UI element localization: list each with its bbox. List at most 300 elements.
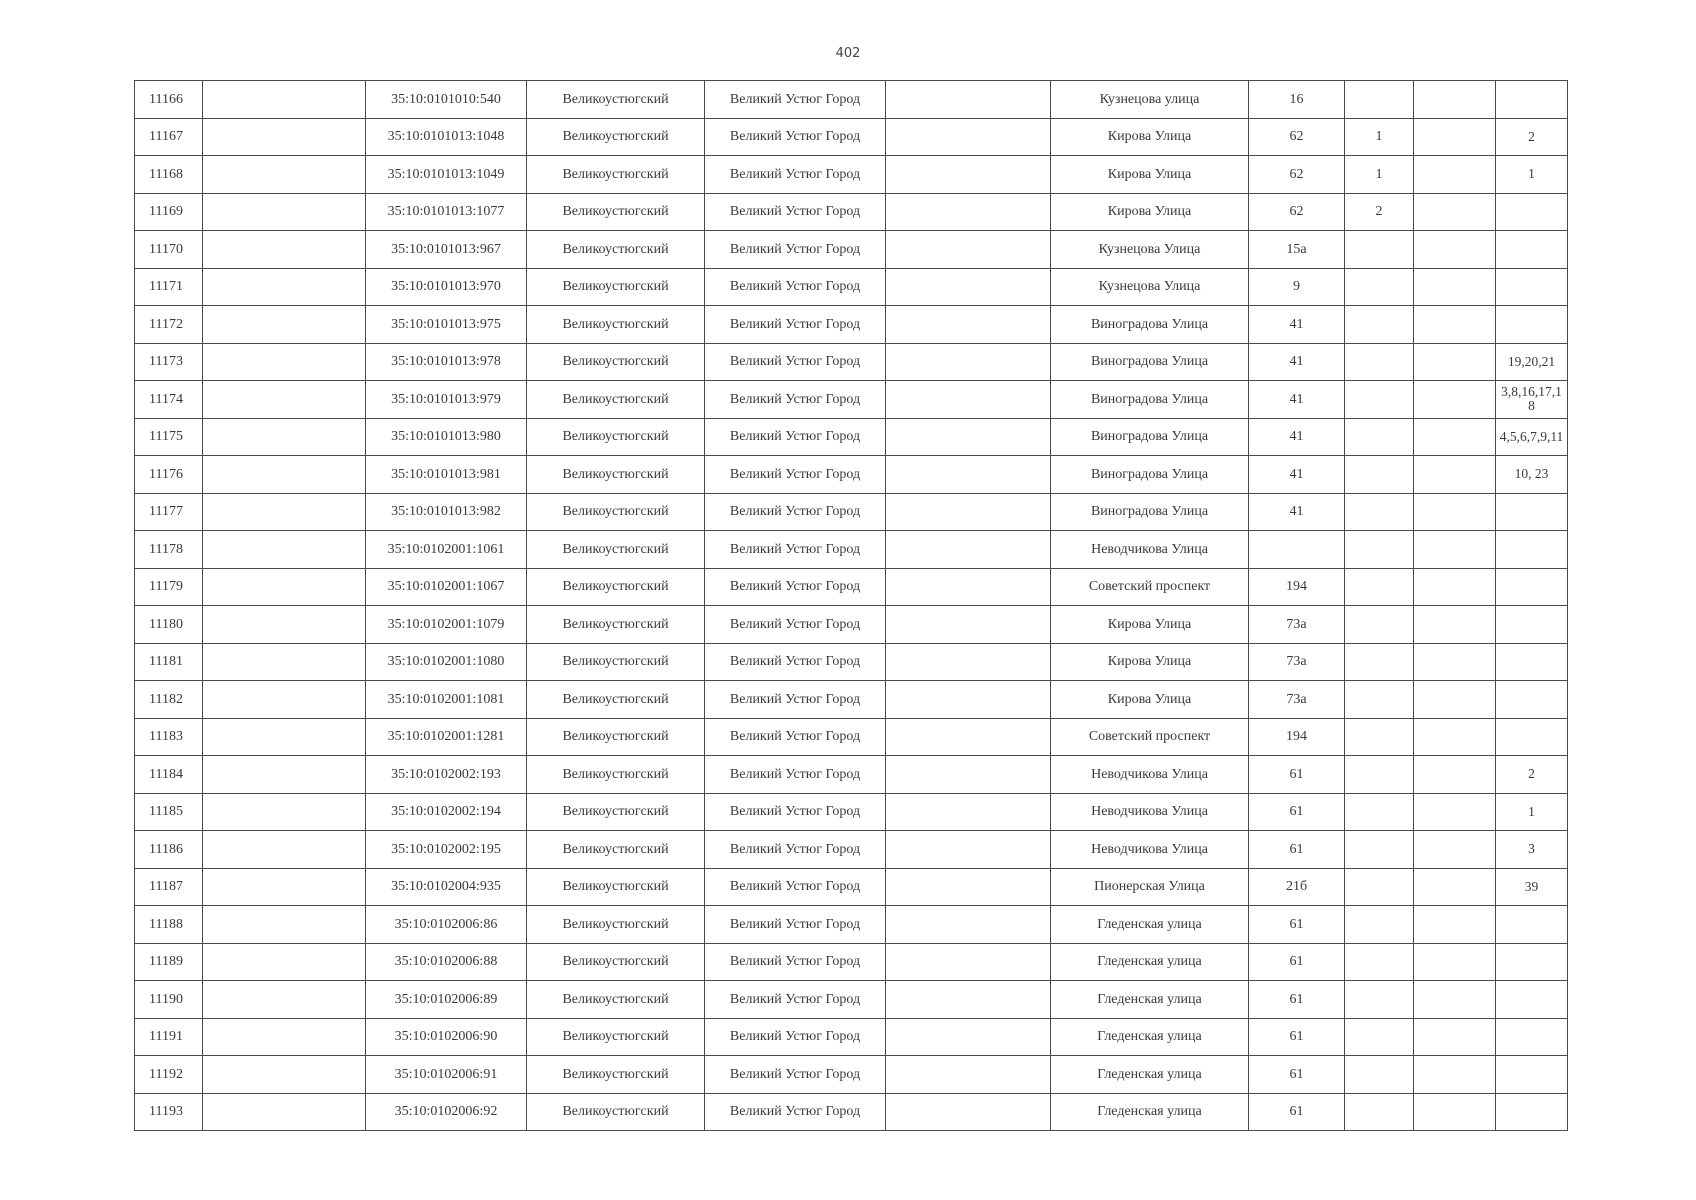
cell-street: Гледенская улица <box>1051 943 1249 981</box>
cell-building <box>1345 868 1414 906</box>
cell-row-number: 11191 <box>135 1018 203 1056</box>
cell-cadastral-number: 35:10:0102001:1281 <box>366 718 527 756</box>
cell-extra <box>203 306 366 344</box>
cell-locality: Великий Устюг Город <box>705 606 886 644</box>
cell-house: 9 <box>1249 268 1345 306</box>
cell-building <box>1345 343 1414 381</box>
cell-apartment: 19,20,21 <box>1496 343 1568 381</box>
cell-locality: Великий Устюг Город <box>705 681 886 719</box>
cell-extra <box>203 643 366 681</box>
cell-row-number: 11179 <box>135 568 203 606</box>
cell-blank <box>886 81 1051 119</box>
page-number: 402 <box>835 46 861 61</box>
cell-row-number: 11173 <box>135 343 203 381</box>
cell-house: 41 <box>1249 493 1345 531</box>
table-row <box>135 606 1568 644</box>
cell-row-number: 11167 <box>135 118 203 156</box>
table-row <box>135 793 1568 831</box>
cell-row-number: 11185 <box>135 793 203 831</box>
cell-locality: Великий Устюг Город <box>705 381 886 419</box>
cell-locality: Великий Устюг Город <box>705 306 886 344</box>
cell-blank <box>886 493 1051 531</box>
cell-blank <box>886 1018 1051 1056</box>
cell-locality: Великий Устюг Город <box>705 793 886 831</box>
cell-house: 61 <box>1249 831 1345 869</box>
cell-street: Виноградова Улица <box>1051 456 1249 494</box>
cell-district: Великоустюгский <box>527 643 705 681</box>
cell-cadastral-number: 35:10:0101013:975 <box>366 306 527 344</box>
cell-apartment <box>1496 1093 1568 1131</box>
cell-street: Гледенская улица <box>1051 1056 1249 1094</box>
cell-building <box>1345 81 1414 119</box>
cell-district: Великоустюгский <box>527 1018 705 1056</box>
cell-cadastral-number: 35:10:0101013:982 <box>366 493 527 531</box>
cell-street: Гледенская улица <box>1051 1093 1249 1131</box>
cell-extra <box>203 81 366 119</box>
cell-district: Великоустюгский <box>527 756 705 794</box>
cell-house: 194 <box>1249 718 1345 756</box>
cell-cadastral-number: 35:10:0102006:92 <box>366 1093 527 1131</box>
cell-street: Кирова Улица <box>1051 643 1249 681</box>
cell-building: 2 <box>1345 193 1414 231</box>
cell-building <box>1345 268 1414 306</box>
cell-building <box>1345 418 1414 456</box>
cell-street: Неводчикова Улица <box>1051 531 1249 569</box>
cell-apartment <box>1496 231 1568 269</box>
cell-district: Великоустюгский <box>527 231 705 269</box>
cell-cadastral-number: 35:10:0102001:1080 <box>366 643 527 681</box>
cell-apartment <box>1496 981 1568 1019</box>
cell-corpus <box>1414 1093 1496 1131</box>
table-row <box>135 118 1568 156</box>
cell-locality: Великий Устюг Город <box>705 456 886 494</box>
cell-row-number: 11193 <box>135 1093 203 1131</box>
cell-blank <box>886 268 1051 306</box>
cell-apartment: 39 <box>1496 868 1568 906</box>
cell-apartment <box>1496 606 1568 644</box>
cell-blank <box>886 231 1051 269</box>
table-row <box>135 1018 1568 1056</box>
table-row <box>135 493 1568 531</box>
cell-row-number: 11192 <box>135 1056 203 1094</box>
cell-locality: Великий Устюг Город <box>705 906 886 944</box>
cell-street: Гледенская улица <box>1051 906 1249 944</box>
cell-district: Великоустюгский <box>527 943 705 981</box>
cell-locality: Великий Устюг Город <box>705 118 886 156</box>
cell-blank <box>886 1056 1051 1094</box>
cell-extra <box>203 343 366 381</box>
cell-corpus <box>1414 156 1496 194</box>
cell-apartment <box>1496 493 1568 531</box>
table-row <box>135 1093 1568 1131</box>
cell-row-number: 11178 <box>135 531 203 569</box>
cell-corpus <box>1414 418 1496 456</box>
cell-row-number: 11184 <box>135 756 203 794</box>
table-row <box>135 906 1568 944</box>
cell-building: 1 <box>1345 118 1414 156</box>
cell-row-number: 11177 <box>135 493 203 531</box>
cell-building <box>1345 981 1414 1019</box>
cell-locality: Великий Устюг Город <box>705 1018 886 1056</box>
cell-row-number: 11189 <box>135 943 203 981</box>
cell-corpus <box>1414 906 1496 944</box>
cell-blank <box>886 943 1051 981</box>
cell-row-number: 11190 <box>135 981 203 1019</box>
cell-building <box>1345 1056 1414 1094</box>
cell-building <box>1345 831 1414 869</box>
registry-body <box>135 81 1568 1131</box>
table-row <box>135 568 1568 606</box>
table-row <box>135 868 1568 906</box>
cell-house: 61 <box>1249 943 1345 981</box>
cell-street: Гледенская улица <box>1051 981 1249 1019</box>
cell-district: Великоустюгский <box>527 418 705 456</box>
cell-locality: Великий Устюг Город <box>705 831 886 869</box>
cell-blank <box>886 1093 1051 1131</box>
cell-corpus <box>1414 643 1496 681</box>
cell-blank <box>886 981 1051 1019</box>
cell-street: Кирова Улица <box>1051 156 1249 194</box>
cell-blank <box>886 418 1051 456</box>
cell-house: 41 <box>1249 456 1345 494</box>
cell-extra <box>203 793 366 831</box>
cell-extra <box>203 193 366 231</box>
cell-blank <box>886 868 1051 906</box>
cell-locality: Великий Устюг Город <box>705 1056 886 1094</box>
cell-street: Виноградова Улица <box>1051 493 1249 531</box>
cell-apartment <box>1496 306 1568 344</box>
cell-district: Великоустюгский <box>527 1093 705 1131</box>
cell-house: 194 <box>1249 568 1345 606</box>
cell-house: 61 <box>1249 906 1345 944</box>
cell-blank <box>886 681 1051 719</box>
cell-house <box>1249 531 1345 569</box>
cell-house: 73а <box>1249 643 1345 681</box>
cell-cadastral-number: 35:10:0102006:86 <box>366 906 527 944</box>
table-row <box>135 943 1568 981</box>
cell-street: Кузнецова Улица <box>1051 231 1249 269</box>
table-row <box>135 268 1568 306</box>
cell-street: Кузнецова Улица <box>1051 268 1249 306</box>
cell-cadastral-number: 35:10:0102001:1081 <box>366 681 527 719</box>
cell-street: Кирова Улица <box>1051 606 1249 644</box>
cell-locality: Великий Устюг Город <box>705 756 886 794</box>
table-row <box>135 756 1568 794</box>
cell-corpus <box>1414 381 1496 419</box>
table-row <box>135 156 1568 194</box>
cell-corpus <box>1414 268 1496 306</box>
cell-corpus <box>1414 718 1496 756</box>
cell-row-number: 11174 <box>135 381 203 419</box>
cell-district: Великоустюгский <box>527 156 705 194</box>
cell-row-number: 11181 <box>135 643 203 681</box>
cell-house: 62 <box>1249 118 1345 156</box>
cell-district: Великоустюгский <box>527 606 705 644</box>
table-row <box>135 81 1568 119</box>
cell-cadastral-number: 35:10:0101013:981 <box>366 456 527 494</box>
cell-corpus <box>1414 493 1496 531</box>
cell-extra <box>203 943 366 981</box>
cell-row-number: 11176 <box>135 456 203 494</box>
cell-extra <box>203 568 366 606</box>
cell-apartment <box>1496 643 1568 681</box>
cell-street: Пионерская Улица <box>1051 868 1249 906</box>
cell-apartment <box>1496 1018 1568 1056</box>
cell-blank <box>886 906 1051 944</box>
cell-apartment <box>1496 81 1568 119</box>
cell-street: Виноградова Улица <box>1051 381 1249 419</box>
cell-corpus <box>1414 793 1496 831</box>
cell-district: Великоустюгский <box>527 1056 705 1094</box>
cell-blank <box>886 156 1051 194</box>
cell-corpus <box>1414 681 1496 719</box>
table-row <box>135 381 1568 419</box>
cell-extra <box>203 868 366 906</box>
cell-extra <box>203 456 366 494</box>
cell-district: Великоустюгский <box>527 343 705 381</box>
cell-blank <box>886 793 1051 831</box>
cell-extra <box>203 118 366 156</box>
cell-corpus <box>1414 831 1496 869</box>
cell-row-number: 11166 <box>135 81 203 119</box>
table-row <box>135 643 1568 681</box>
cell-district: Великоустюгский <box>527 456 705 494</box>
cell-extra <box>203 906 366 944</box>
cell-blank <box>886 118 1051 156</box>
cell-locality: Великий Устюг Город <box>705 418 886 456</box>
cell-cadastral-number: 35:10:0102006:88 <box>366 943 527 981</box>
table-row <box>135 831 1568 869</box>
cell-building <box>1345 943 1414 981</box>
table-row <box>135 531 1568 569</box>
cell-apartment <box>1496 906 1568 944</box>
cell-cadastral-number: 35:10:0101010:540 <box>366 81 527 119</box>
cell-apartment: 4,5,6,7,9,11 <box>1496 418 1568 456</box>
cell-building <box>1345 756 1414 794</box>
cell-extra <box>203 681 366 719</box>
cell-locality: Великий Устюг Город <box>705 156 886 194</box>
cell-blank <box>886 643 1051 681</box>
cell-house: 61 <box>1249 756 1345 794</box>
cell-house: 73а <box>1249 681 1345 719</box>
cell-cadastral-number: 35:10:0102001:1067 <box>366 568 527 606</box>
cell-row-number: 11172 <box>135 306 203 344</box>
cell-building <box>1345 906 1414 944</box>
cell-district: Великоустюгский <box>527 118 705 156</box>
cell-cadastral-number: 35:10:0102006:91 <box>366 1056 527 1094</box>
table-row <box>135 343 1568 381</box>
cell-corpus <box>1414 981 1496 1019</box>
cell-apartment <box>1496 1056 1568 1094</box>
cell-apartment: 2 <box>1496 756 1568 794</box>
cell-district: Великоустюгский <box>527 81 705 119</box>
cell-district: Великоустюгский <box>527 268 705 306</box>
cell-district: Великоустюгский <box>527 531 705 569</box>
cell-blank <box>886 756 1051 794</box>
cell-building <box>1345 531 1414 569</box>
cell-apartment: 1 <box>1496 793 1568 831</box>
table-row <box>135 981 1568 1019</box>
cell-apartment <box>1496 681 1568 719</box>
cell-apartment: 2 <box>1496 118 1568 156</box>
cell-locality: Великий Устюг Город <box>705 493 886 531</box>
cell-extra <box>203 381 366 419</box>
cell-row-number: 11180 <box>135 606 203 644</box>
table-row <box>135 193 1568 231</box>
cell-blank <box>886 568 1051 606</box>
cell-building <box>1345 681 1414 719</box>
cell-corpus <box>1414 81 1496 119</box>
cell-locality: Великий Устюг Город <box>705 568 886 606</box>
cell-cadastral-number: 35:10:0102004:935 <box>366 868 527 906</box>
cell-cadastral-number: 35:10:0101013:1077 <box>366 193 527 231</box>
cell-street: Неводчикова Улица <box>1051 793 1249 831</box>
cell-apartment: 1 <box>1496 156 1568 194</box>
cell-building <box>1345 456 1414 494</box>
cell-apartment <box>1496 531 1568 569</box>
cell-house: 61 <box>1249 1018 1345 1056</box>
cell-building <box>1345 1018 1414 1056</box>
cell-blank <box>886 531 1051 569</box>
cell-district: Великоустюгский <box>527 793 705 831</box>
cell-locality: Великий Устюг Город <box>705 268 886 306</box>
cell-apartment <box>1496 943 1568 981</box>
cell-cadastral-number: 35:10:0101013:1048 <box>366 118 527 156</box>
cell-corpus <box>1414 1056 1496 1094</box>
cell-district: Великоустюгский <box>527 193 705 231</box>
cell-building: 1 <box>1345 156 1414 194</box>
cell-corpus <box>1414 456 1496 494</box>
cell-row-number: 11187 <box>135 868 203 906</box>
cell-house: 16 <box>1249 81 1345 119</box>
cell-building <box>1345 493 1414 531</box>
cell-row-number: 11188 <box>135 906 203 944</box>
cell-house: 61 <box>1249 793 1345 831</box>
cell-row-number: 11168 <box>135 156 203 194</box>
cell-locality: Великий Устюг Город <box>705 193 886 231</box>
cell-cadastral-number: 35:10:0102006:89 <box>366 981 527 1019</box>
cell-locality: Великий Устюг Город <box>705 231 886 269</box>
cell-cadastral-number: 35:10:0102001:1061 <box>366 531 527 569</box>
cell-row-number: 11186 <box>135 831 203 869</box>
cell-corpus <box>1414 306 1496 344</box>
cell-corpus <box>1414 118 1496 156</box>
cell-building <box>1345 643 1414 681</box>
cell-house: 61 <box>1249 1093 1345 1131</box>
cell-extra <box>203 156 366 194</box>
cell-blank <box>886 606 1051 644</box>
cell-blank <box>886 456 1051 494</box>
cell-blank <box>886 831 1051 869</box>
cell-locality: Великий Устюг Город <box>705 981 886 1019</box>
cell-building <box>1345 1093 1414 1131</box>
cell-street: Советский проспект <box>1051 718 1249 756</box>
cell-district: Великоустюгский <box>527 568 705 606</box>
cell-corpus <box>1414 606 1496 644</box>
cell-corpus <box>1414 231 1496 269</box>
cell-locality: Великий Устюг Город <box>705 943 886 981</box>
cell-house: 62 <box>1249 193 1345 231</box>
cell-district: Великоустюгский <box>527 831 705 869</box>
cell-district: Великоустюгский <box>527 868 705 906</box>
cell-cadastral-number: 35:10:0102006:90 <box>366 1018 527 1056</box>
cell-street: Советский проспект <box>1051 568 1249 606</box>
cell-blank <box>886 306 1051 344</box>
cell-house: 61 <box>1249 981 1345 1019</box>
cell-house: 21б <box>1249 868 1345 906</box>
cell-extra <box>203 531 366 569</box>
cell-cadastral-number: 35:10:0101013:979 <box>366 381 527 419</box>
table-row <box>135 681 1568 719</box>
cell-corpus <box>1414 531 1496 569</box>
cell-street: Кузнецова улица <box>1051 81 1249 119</box>
cell-cadastral-number: 35:10:0102002:195 <box>366 831 527 869</box>
cell-cadastral-number: 35:10:0101013:980 <box>366 418 527 456</box>
table-row <box>135 306 1568 344</box>
cell-district: Великоустюгский <box>527 906 705 944</box>
cell-building <box>1345 606 1414 644</box>
cell-locality: Великий Устюг Город <box>705 1093 886 1131</box>
cell-locality: Великий Устюг Город <box>705 718 886 756</box>
cell-extra <box>203 718 366 756</box>
cell-locality: Великий Устюг Город <box>705 643 886 681</box>
cell-street: Виноградова Улица <box>1051 306 1249 344</box>
cell-street: Гледенская улица <box>1051 1018 1249 1056</box>
table-row <box>135 418 1568 456</box>
cell-blank <box>886 193 1051 231</box>
cell-blank <box>886 381 1051 419</box>
cell-extra <box>203 831 366 869</box>
cell-building <box>1345 231 1414 269</box>
cell-row-number: 11183 <box>135 718 203 756</box>
cell-house: 41 <box>1249 343 1345 381</box>
cell-corpus <box>1414 943 1496 981</box>
cell-house: 41 <box>1249 306 1345 344</box>
cell-street: Виноградова Улица <box>1051 418 1249 456</box>
cell-apartment <box>1496 193 1568 231</box>
cell-district: Великоустюгский <box>527 718 705 756</box>
cell-corpus <box>1414 193 1496 231</box>
cell-extra <box>203 493 366 531</box>
cell-street: Виноградова Улица <box>1051 343 1249 381</box>
cell-extra <box>203 418 366 456</box>
cell-corpus <box>1414 568 1496 606</box>
cell-street: Кирова Улица <box>1051 118 1249 156</box>
table-row <box>135 1056 1568 1094</box>
cell-corpus <box>1414 1018 1496 1056</box>
cell-street: Кирова Улица <box>1051 681 1249 719</box>
cell-extra <box>203 268 366 306</box>
cell-cadastral-number: 35:10:0102002:193 <box>366 756 527 794</box>
cell-building <box>1345 718 1414 756</box>
cell-house: 15а <box>1249 231 1345 269</box>
cell-cadastral-number: 35:10:0101013:970 <box>366 268 527 306</box>
cell-blank <box>886 343 1051 381</box>
cell-corpus <box>1414 343 1496 381</box>
cell-extra <box>203 756 366 794</box>
cell-apartment <box>1496 718 1568 756</box>
cell-locality: Великий Устюг Город <box>705 81 886 119</box>
cell-house: 73а <box>1249 606 1345 644</box>
cell-house: 41 <box>1249 418 1345 456</box>
registry-table <box>134 80 1568 1131</box>
cell-apartment <box>1496 568 1568 606</box>
cell-extra <box>203 1056 366 1094</box>
cell-corpus <box>1414 868 1496 906</box>
table-row <box>135 718 1568 756</box>
cell-street: Неводчикова Улица <box>1051 756 1249 794</box>
cell-extra <box>203 606 366 644</box>
